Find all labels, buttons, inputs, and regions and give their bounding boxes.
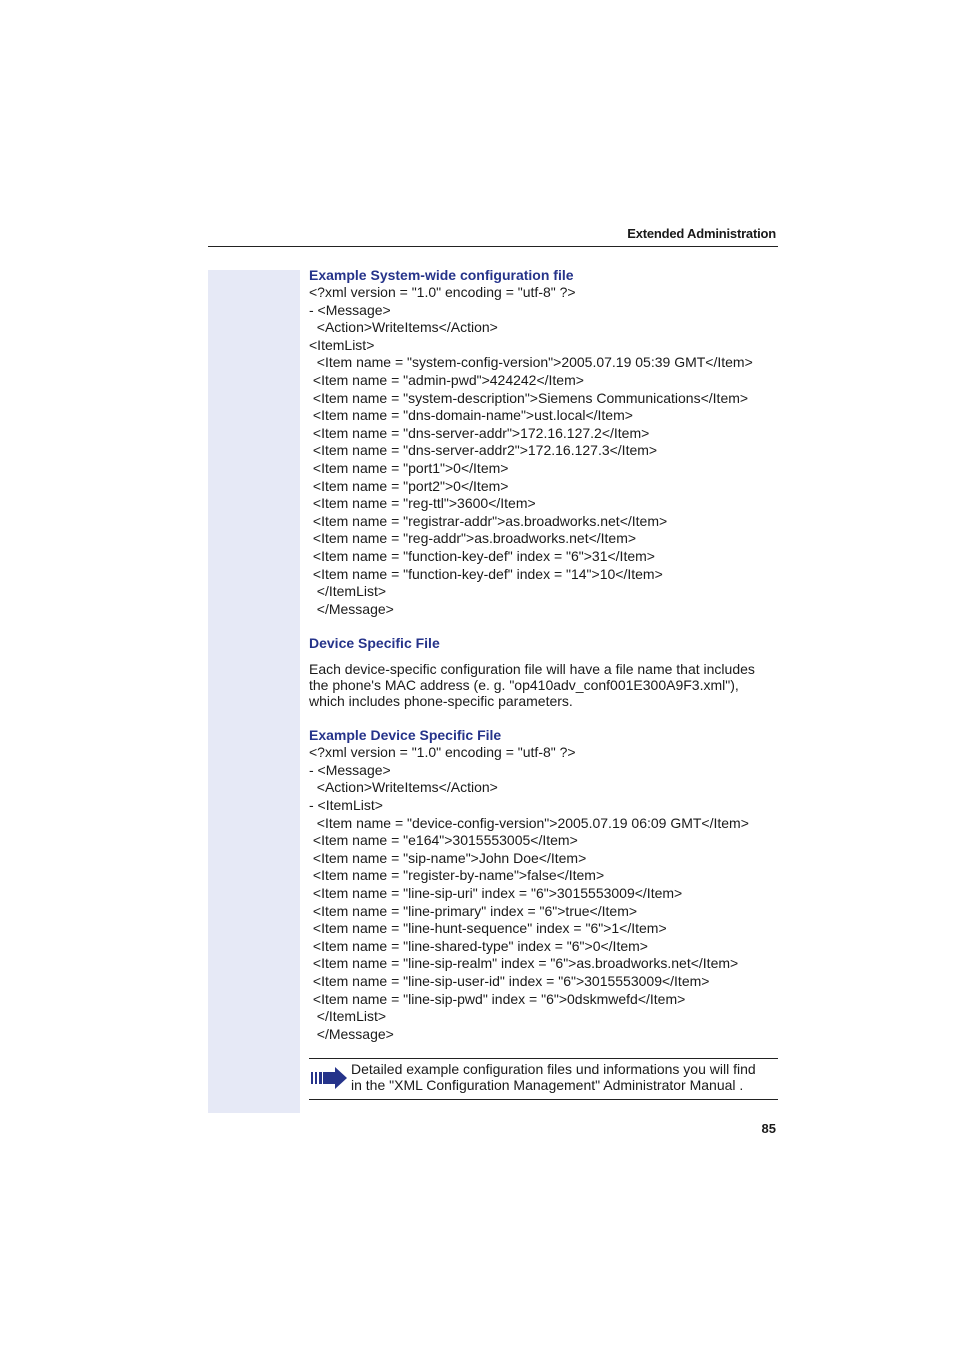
code-line: <Item name = "reg-addr">as.broadworks.net</Item> — [309, 530, 637, 547]
system-wide-code-block — [309, 284, 779, 618]
header-divider — [208, 246, 778, 247]
code-line: <Action>WriteItems</Action> — [309, 319, 498, 336]
code-line: <Item name = "sip-name">John Doe</Item> — [309, 849, 587, 866]
paragraph-line: Each device-specific configuration file will have a file name that includes — [309, 661, 755, 678]
code-line: </ItemList> — [309, 1008, 387, 1025]
code-line: - <Message> — [309, 301, 391, 318]
code-line: <Item name = "function-key-def" index = "14">10</Item> — [309, 565, 663, 582]
code-line: </ItemList> — [309, 583, 387, 600]
note-line: Detailed example configuration files und informations you will find — [351, 1061, 756, 1077]
main-content — [309, 266, 779, 1043]
device-specific-code-block — [309, 744, 779, 1043]
code-line: </Message> — [309, 600, 394, 617]
code-line: <Item name = "line-sip-pwd" index = "6">0dskmwefd</Item> — [309, 990, 686, 1007]
code-line: <Item name = "device-config-version">2005.07.19 06:09 GMT</Item> — [309, 814, 749, 831]
code-line: <Item name = "admin-pwd">424242</Item> — [309, 371, 584, 388]
code-line: <Item name = "port2">0</Item> — [309, 477, 509, 494]
section-heading-device-specific: Device Specific File — [309, 635, 440, 652]
code-line: </Message> — [309, 1025, 394, 1042]
code-line: - <ItemList> — [309, 797, 383, 814]
code-line: <Item name = "dns-server-addr2">172.16.127.3</Item> — [309, 442, 658, 459]
device-specific-paragraph — [309, 661, 779, 709]
code-line: <Item name = "line-sip-user-id" index = "6">3015553009</Item> — [309, 973, 710, 989]
code-line: <Item name = "dns-server-addr">172.16.127.2</Item> — [309, 424, 650, 441]
code-line: <?xml version = "1.0" encoding = "utf-8" ?> — [309, 284, 576, 300]
code-line: <Item name = "port1">0</Item> — [309, 459, 509, 476]
code-line: <Item name = "line-sip-realm" index = "6">as.broadworks.net</Item> — [309, 955, 739, 972]
note-text — [351, 1061, 776, 1093]
code-line: <Item name = "line-sip-uri" index = "6">3015553009</Item> — [309, 885, 683, 902]
page-number: 85 — [761, 1121, 776, 1136]
code-line: <Item name = "line-primary" index = "6">true</Item> — [309, 902, 638, 919]
code-line: <Item name = "system-config-version">2005.07.19 05:39 GMT</Item> — [309, 354, 753, 371]
note-box — [309, 1058, 778, 1100]
code-line: <Item name = "dns-domain-name">ust.local</Item> — [309, 407, 633, 424]
paragraph-line: the phone's MAC address (e. g. "op410adv_conf001E300A9F3.xml"), — [309, 677, 739, 694]
code-line: <Item name = "registrar-addr">as.broadworks.net</Item> — [309, 512, 668, 529]
code-line: <Item name = "line-hunt-sequence" index = "6">1</Item> — [309, 920, 667, 937]
code-line: <Item name = "line-shared-type" index = "6">0</Item> — [309, 937, 648, 954]
code-line: <ItemList> — [309, 336, 375, 353]
margin-sidebar — [208, 270, 300, 1113]
code-line: <Item name = "reg-ttl">3600</Item> — [309, 495, 536, 512]
section-heading-example-device: Example Device Specific File — [309, 727, 502, 744]
arrow-right-icon — [310, 1067, 348, 1089]
section-heading-system-wide: Example System-wide configuration file — [309, 267, 574, 283]
running-header: Extended Administration — [627, 226, 776, 241]
code-line: <Item name = "e164">3015553005</Item> — [309, 832, 578, 849]
code-line: - <Message> — [309, 761, 391, 778]
code-line: <Item name = "system-description">Siemens Communications</Item> — [309, 389, 749, 406]
code-line: <?xml version = "1.0" encoding = "utf-8" ?> — [309, 744, 576, 761]
code-line: <Item name = "function-key-def" index = "6">31</Item> — [309, 547, 655, 564]
note-line: in the "XML Configuration Management" Administrator Manual . — [351, 1077, 744, 1093]
paragraph-line: which includes phone-specific parameters. — [309, 693, 573, 710]
code-line: <Item name = "register-by-name">false</Item> — [309, 867, 605, 884]
code-line: <Action>WriteItems</Action> — [309, 779, 498, 796]
